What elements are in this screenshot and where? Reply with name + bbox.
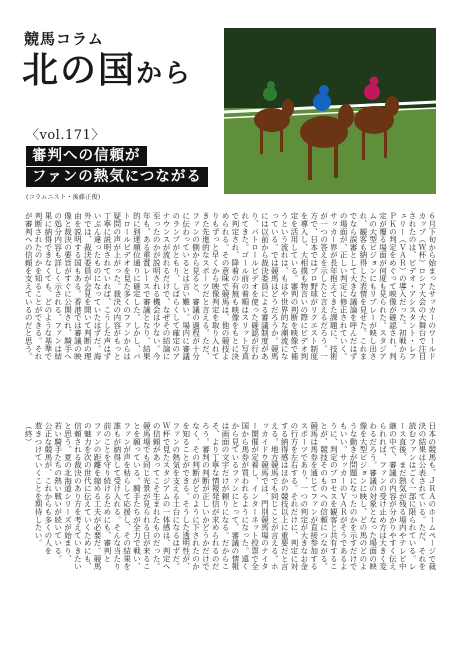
article-text-column: 果に納得できなくても、どのような基準で xyxy=(43,212,53,361)
article-text-column: 公正な競馬が、これからも多くの人を xyxy=(43,422,53,555)
article-text-column: のランプがともり、しばらくして確定のア xyxy=(171,212,181,361)
article-text-column: を導入し、大相撲も物言いの際にビデオ判 xyxy=(299,212,309,361)
article-text-column: り、パトロールビデオを使った確認が行わ xyxy=(250,212,260,361)
article-text-column: 前のことを守り続けるためにも、審判と xyxy=(102,422,112,563)
article-text-column: ＰＫの判定をめぐって映像が確認され、判 xyxy=(388,212,398,361)
article-text-column: ムの大型ビジョンにもリプレーが映し出さ xyxy=(368,212,378,361)
article-text-column: 国から馬券が買われるようになった。遠く xyxy=(240,422,250,571)
article-text-column: ファンの側から見ると、審議の過程が十分 xyxy=(191,212,201,361)
article-text-column: ース直後、まだ熱気が残る場内やテレビ中 xyxy=(398,422,408,571)
article-text-column: とが、競技そのものへの信頼につながる。 xyxy=(319,422,329,571)
article-text-column: きた先進的なスポーツだと言える。ただ、 xyxy=(201,212,211,361)
article-text-column: 的に到達順位通りに確定した。しかし、パ xyxy=(132,212,142,361)
article-text-column: 像を大型ビジョンに映し、どの馬のどのよ xyxy=(358,422,368,571)
article-text-column: トロールビデオを見た多くのファンからは xyxy=(122,212,132,361)
article-text-column: ファンが声を枯らして応援し、その結果を xyxy=(122,422,132,571)
article-text-column: ファンの熱気を支える土台になるはずだ。 xyxy=(171,422,181,571)
article-text-column: で判定され、降着の有無も映像をもとに決 xyxy=(230,212,240,361)
article-text-column: 信頼される裁決のあり方を考えていきたい xyxy=(73,422,83,571)
article-text-column: わるだろう。審議の対象となった場面の映 xyxy=(368,422,378,571)
article-text-column: されたのは、ビデオ・アシスタント・レフ xyxy=(408,212,418,361)
columnist-credit: (コラムニスト・後藤正俊) xyxy=(26,194,101,201)
article-text-column: うという流れは、もはや世界的な潮流にな xyxy=(280,212,290,361)
article-text-column: ファンの距離を縮める工夫が必要だ。競馬 xyxy=(93,422,103,571)
headline-line-2: ファンの熱気につながる xyxy=(26,167,208,187)
article-text-column: が一つの答えを示したと言えるだろう。一 xyxy=(319,212,329,361)
article-text-column: スポーツであり、一つの判定が大きなお金 xyxy=(299,422,309,571)
article-text-column: を知ることができる。そうした透明性が、 xyxy=(181,422,191,571)
article-text-column: 競馬は馬券を通じてファンが直接参加する xyxy=(309,422,319,571)
article-text-column: の信頼があってこそ生まれたものだった。 xyxy=(152,422,162,571)
article-text-column: うに、判定のプロセスを観客と共有するこ xyxy=(329,422,339,571)
volume-number: 〈vol.171〉 xyxy=(26,128,105,143)
article-text-column: の魅力を次の世代に伝えていくためにも、 xyxy=(83,422,93,571)
article-text-column: れ、観客も納得した表情を見せた。これま xyxy=(358,212,368,361)
horse-racing-illustration xyxy=(224,28,436,194)
article-text-column: 競馬場でも同じ光景が見られる日が来るこ xyxy=(142,422,152,571)
article-text-column: 像と裁決の要旨がすぐに公開され、騎手へ xyxy=(63,212,73,361)
article-text-column: もいい。サッカーのＶＡＲがそうであるよ xyxy=(339,422,349,571)
article-text-column: える。地方競馬でも同じことが言える。ホ xyxy=(270,422,280,571)
article-text-column: には以前から裁決委員による審議制度があ xyxy=(260,212,270,361)
article-body-lower-band xyxy=(24,422,436,620)
article-text-column: 決の結果は公表されている。ただ、それを xyxy=(417,422,427,571)
article-text-column: サッカー界が長年抱えてきた課題に、技術 xyxy=(329,212,339,361)
article-text-column: ６月下旬から始まったサッカーのワールド xyxy=(427,212,437,361)
article-text-column: とを願っている。騎手たちが全力で戦い、 xyxy=(132,422,142,571)
article-text-column: でなら誤審として大きな議論を呼んだはず xyxy=(349,212,359,361)
article-text-column: ナウンスが流れるだけで、なぜその結論に xyxy=(162,212,171,361)
article-text-column: する納得感はほかの競技以上に重要だと言 xyxy=(280,422,290,571)
article-text-column: Ｗ杯で見たスタジアムの一体感は、判定へ xyxy=(162,422,171,571)
article-text-column: 日本の競馬も、ＪＲＡのホームページで裁 xyxy=(427,422,437,571)
article-text-column: の処分内容も詳しく示される。ファンは結 xyxy=(53,212,63,361)
article-text-column: の場面が、正しい判定に修正されていく。 xyxy=(339,212,349,361)
article-text-column: められる。その意味で競馬は、他の競技よ xyxy=(221,212,231,361)
article-text-column: りもずっと早くから映像判定を取り入れて xyxy=(211,212,221,361)
column-title-suffix: から xyxy=(136,59,193,89)
headline-line-1: 審判への信頼が xyxy=(26,146,147,166)
article-text-column: ー開催が定着し、インターネット投票で全 xyxy=(250,422,260,571)
article-text-column: に伝わっているとは言い難い。場内に審議 xyxy=(181,212,191,361)
article-text-column: と思う。夏の北海道シリーズが始まり、 xyxy=(63,422,73,563)
article-text-column: は画面の文字だけが頼りになる。だからこ xyxy=(221,422,231,571)
article-text-column: （終） xyxy=(24,422,34,446)
article-text-column: っている。では競馬はどうだろうか。競馬 xyxy=(270,212,280,361)
article-text-column: から見ているファンにとって、審議の情報 xyxy=(230,422,240,571)
article-text-column: 至ったのかが説明される機会は少ない。今 xyxy=(152,212,162,361)
article-text-column: なく、その判断がどのように下されたのか xyxy=(191,422,201,571)
horse-racing-photo xyxy=(224,28,436,194)
article-text-column: 誰もが納得して受け入れる。そんな当たり xyxy=(112,422,122,571)
article-text-column: 定が覆る場面が何度も見られた。スタジア xyxy=(378,212,388,361)
article-body xyxy=(24,212,436,628)
article-text-column: が審判への信頼を支えているのだと思う。 xyxy=(24,212,34,361)
article-text-column: 継の中で、審議の内容が分かりやすく伝え xyxy=(388,422,398,571)
article-text-column: られれば、ファンの受け止め方は大きく変 xyxy=(378,422,388,571)
column-title-main: 北の国 xyxy=(22,49,137,91)
article-text-column: ろう。審判の判断が正しいかどうかだけで xyxy=(201,422,211,571)
column-series-label: 競馬コラム xyxy=(24,30,104,48)
column-title xyxy=(22,49,193,91)
article-text-column: ッカイドウ競馬では、門別競馬場のナイタ xyxy=(260,422,270,571)
article-text-column: 疑問の声が上がった。裁決の内容がもっと xyxy=(112,212,122,361)
article-text-column: 外では、裁決委員が会見を開いて判断の理 xyxy=(83,212,93,361)
article-text-column: 惹きつけていくことを期待したい。 xyxy=(34,422,44,547)
article-text-column: 若い騎手たちの熱い戦いが続いている。 xyxy=(53,422,63,563)
article-text-column: 定を活用している。審判の判断を映像で補 xyxy=(289,212,299,361)
article-text-column: 判断されたのかを知ることができる。それ xyxy=(34,212,44,361)
article-text-column: 丁寧に説明されていれば、こうした声はず xyxy=(102,212,112,361)
article-text-column: いぶん違ったものになっていたはずだ。海 xyxy=(93,212,103,361)
article-text-column: の行方を左右する。それだけに、判定に対 xyxy=(289,422,299,571)
article-text-column: そ、より丁寧な情報発信が求められるのだ xyxy=(211,422,221,571)
article-text-column: 由を説明する国もある。香港では審議の映 xyxy=(73,212,83,361)
article-text-column: ェリー（ＶＡＲ）の導入だった。初戦から xyxy=(398,212,408,361)
article-text-column: 読むファンはごく一部に限られている。レ xyxy=(408,422,418,571)
article-text-column: 方で、日本ではプロ野球がリクエスト制度 xyxy=(309,212,319,361)
article-body-upper-band xyxy=(24,212,436,410)
article-text-column: うな動きが問題になったのかを示すだけで xyxy=(349,422,359,571)
article-text-column: カップ（Ｗ杯）ロシア大会の大舞台で注目 xyxy=(417,212,427,361)
photo-background-trees xyxy=(224,28,436,108)
article-text-column: 年も、ある重賞レースで審議となり、結果 xyxy=(142,212,152,361)
article-text-column: れてきた。ゴール前の着順はスリット写真 xyxy=(240,212,250,361)
